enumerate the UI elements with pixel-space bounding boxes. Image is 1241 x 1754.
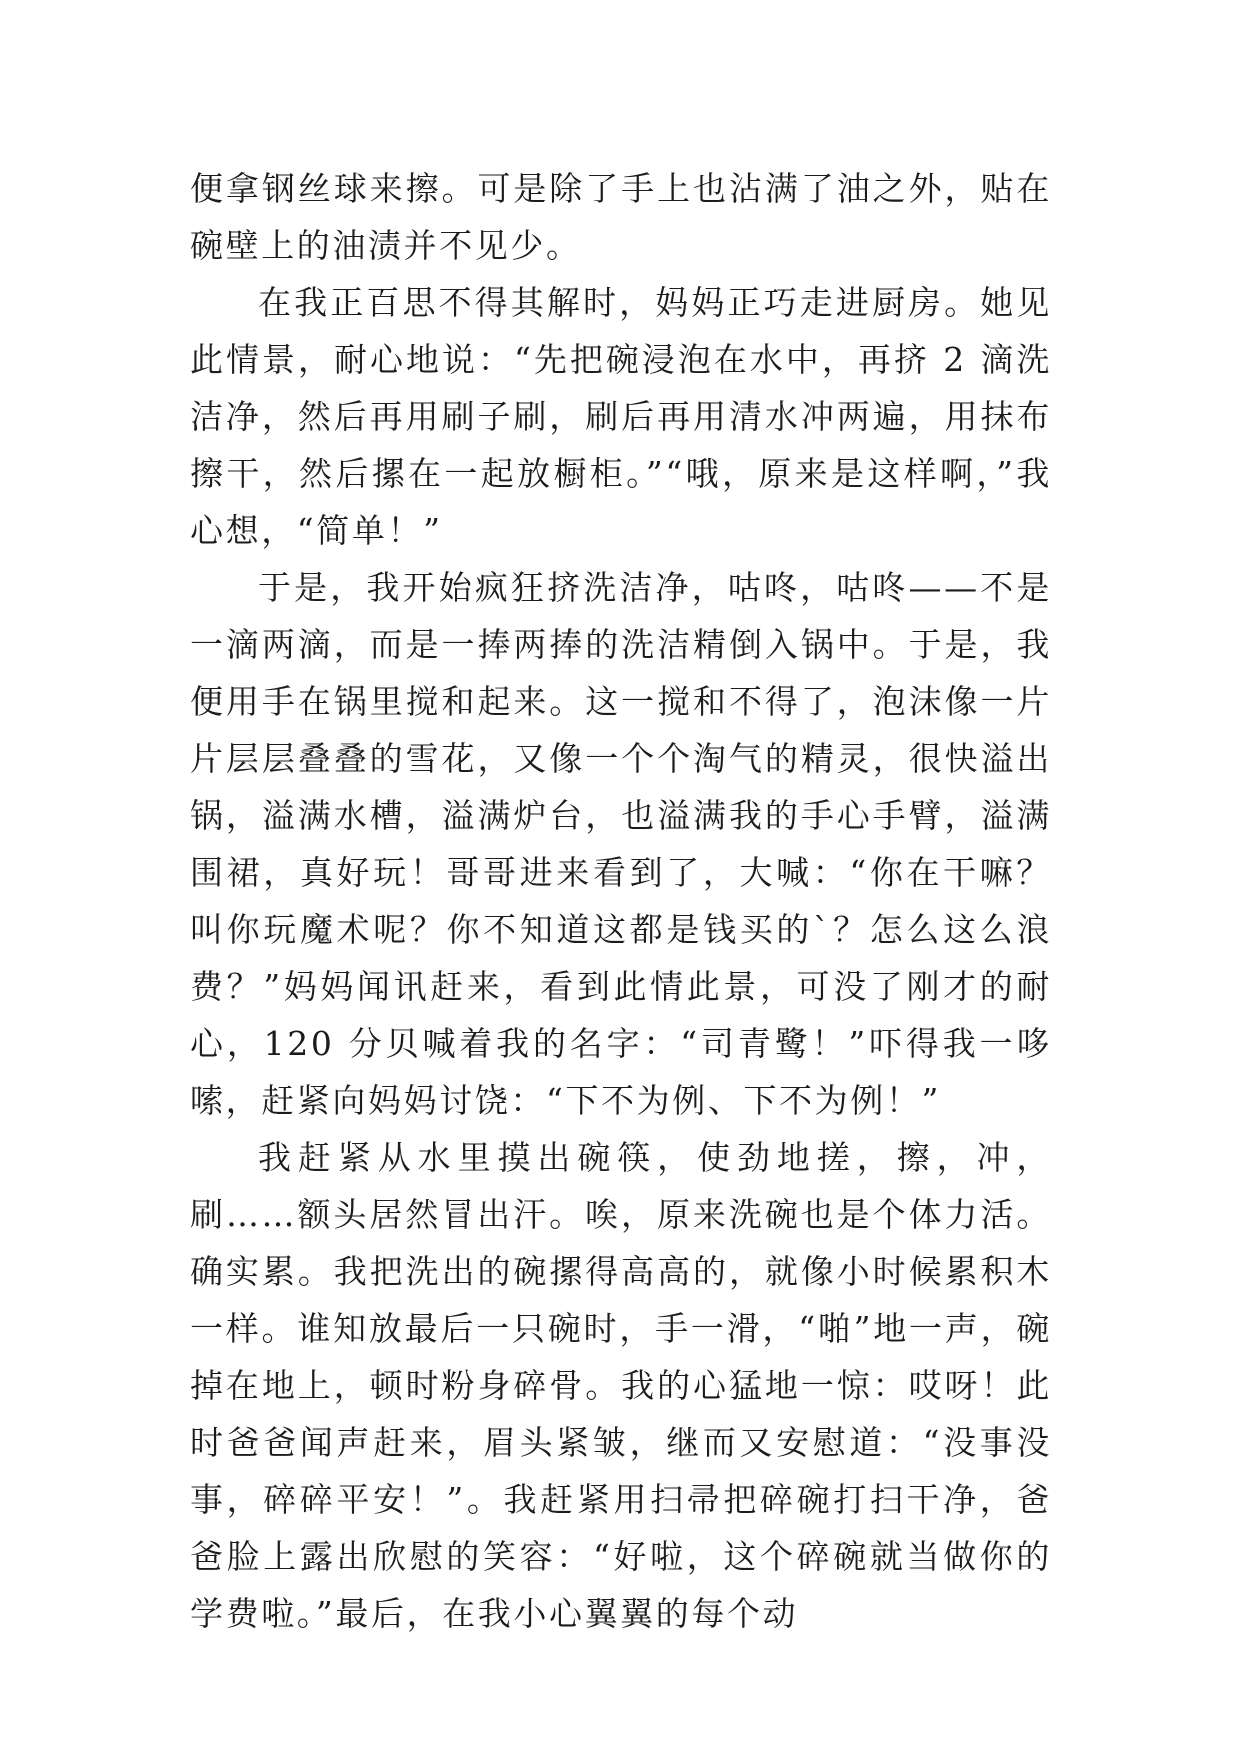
paragraph-2: 在我正百思不得其解时，妈妈正巧走进厨房。她见此情景，耐心地说：“先把碗浸泡在水中，再挤 2 滴洗洁净，然后再用刷子刷，刷后再用清水冲两遍，用抹布擦干，然后摞在一起放橱柜。”“哦，原来是这样啊，”我心想，“简单！” [190, 283, 1052, 550]
body-text [190, 160, 1052, 1642]
paragraph-4: 我赶紧从水里摸出碗筷，使劲地搓，擦，冲，刷……额头居然冒出汗。唉，原来洗碗也是个体力活。确实累。我把洗出的碗摞得高高的，就像小时候累积木一样。谁知放最后一只碗时，手一滑，“啪”地一声，碗掉在地上，顿时粉身碎骨。我的心猛地一惊：哎呀！此时爸爸闻声赶来，眉头紧皱，继而又安慰道：“没事没事，碎碎平安！”。我赶紧用扫帚把碎碗打扫干净，爸爸脸上露出欣慰的笑容：“好啦，这个碎碗就当做你的学费啦。”最后，在我小心翼翼的每个动 [190, 1138, 1052, 1633]
paragraph-1: 便拿钢丝球来擦。可是除了手上也沾满了油之外，贴在碗壁上的油渍并不见少。 [190, 169, 1052, 265]
paragraph-3: 于是，我开始疯狂挤洗洁净，咕咚，咕咚——不是一滴两滴，而是一捧两捧的洗洁精倒入锅中。于是，我便用手在锅里搅和起来。这一搅和不得了，泡沫像一片片层层叠叠的雪花，又像一个个淘气的精灵，很快溢出锅，溢满水槽，溢满炉台，也溢满我的手心手臂，溢满围裙，真好玩！哥哥进来看到了，大喊：“你在干嘛？叫你玩魔术呢？你不知道这都是钱买的`？怎么这么浪费？”妈妈闻讯赶来，看到此情此景，可没了刚才的耐心，120 分贝喊着我的名字：“司青鹭！”吓得我一哆嗦，赶紧向妈妈讨饶：“下不为例、下不为例！” [190, 568, 1052, 1120]
